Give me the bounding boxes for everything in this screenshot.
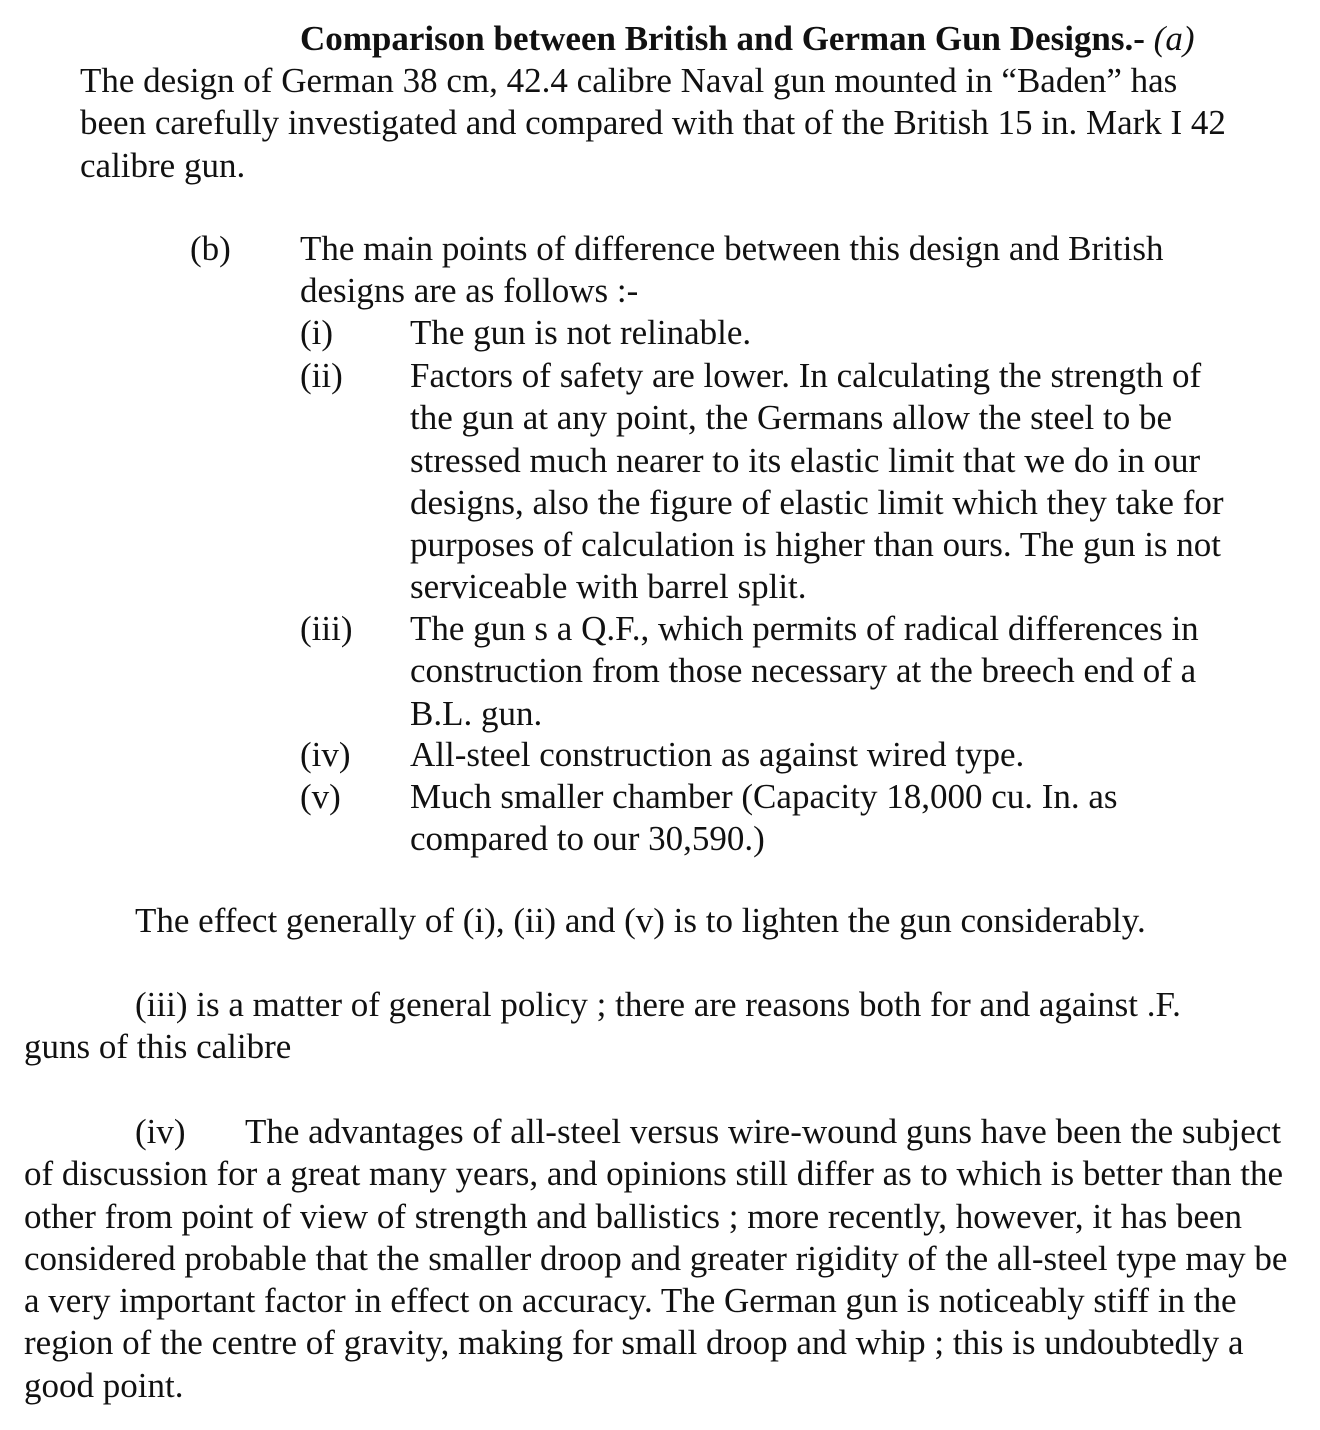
paragraph-a: The design of German 38 cm, 42.4 calibre Naval gun mounted in “Baden” has been carefully investigated and compared with that of the British 15 in. Mark I 42 calibre gun. (80, 61, 1226, 185)
list-item-label: (ii) (300, 356, 343, 395)
list-item-text: All-steel construction as against wired type. (410, 735, 1025, 774)
all-steel-paragraph (24, 1111, 1304, 1407)
list-item-label: (iv) (300, 735, 351, 774)
policy-paragraph: (iii) is a matter of general policy ; there are reasons both for and against .F. guns of this calibre (24, 985, 1181, 1067)
list-item-text: The gun s a Q.F., which permits of radical differences in construction from those necessary at the breech end of a B.L. gun. (410, 609, 1199, 733)
list-item-label: (iii) (300, 609, 353, 648)
section-b-label: (b) (190, 229, 231, 268)
list-item-label: (i) (300, 313, 334, 352)
section-b-intro: The main points of difference between this design and British designs are as follows :- (300, 229, 1164, 311)
heading-title: Comparison between British and German Gun Designs.- (300, 19, 1145, 58)
heading-sub-label: (a) (1153, 19, 1195, 58)
all-steel-paragraph-label: (iv) (135, 1112, 186, 1151)
list-item-text: Factors of safety are lower. In calculating the strength of the gun at any point, the Germans allow the steel to be stressed much nearer to its elastic limit that we do in our designs, also the figure of elastic limit which they take for purposes of calculation is higher than ours. The gun is not serviceable with barrel split. (410, 356, 1224, 607)
list-item-label: (v) (300, 777, 341, 816)
heading (300, 18, 1194, 60)
list-item-text: Much smaller chamber (Capacity 18,000 cu. In. as compared to our 30,590.) (410, 777, 1118, 859)
list-item-text: The gun is not relinable. (410, 313, 752, 352)
effect-paragraph: The effect generally of (i), (ii) and (v) is to lighten the gun considerably. (135, 901, 1146, 940)
all-steel-paragraph-text: The advantages of all-steel versus wire-wound guns have been the subject of discussion for a great many years, and opinions still differ as to which is better than the other from point of view of strength and ballistics ; more recently, however, it has been considered probable that the smaller droop and greater rigidity of the all-steel type may be a very important factor in effect on accuracy. The German gun is noticeably stiff in the region of the centre of gravity, making for small droop and whip ; this is undoubtedly a good point. (24, 1112, 1288, 1405)
